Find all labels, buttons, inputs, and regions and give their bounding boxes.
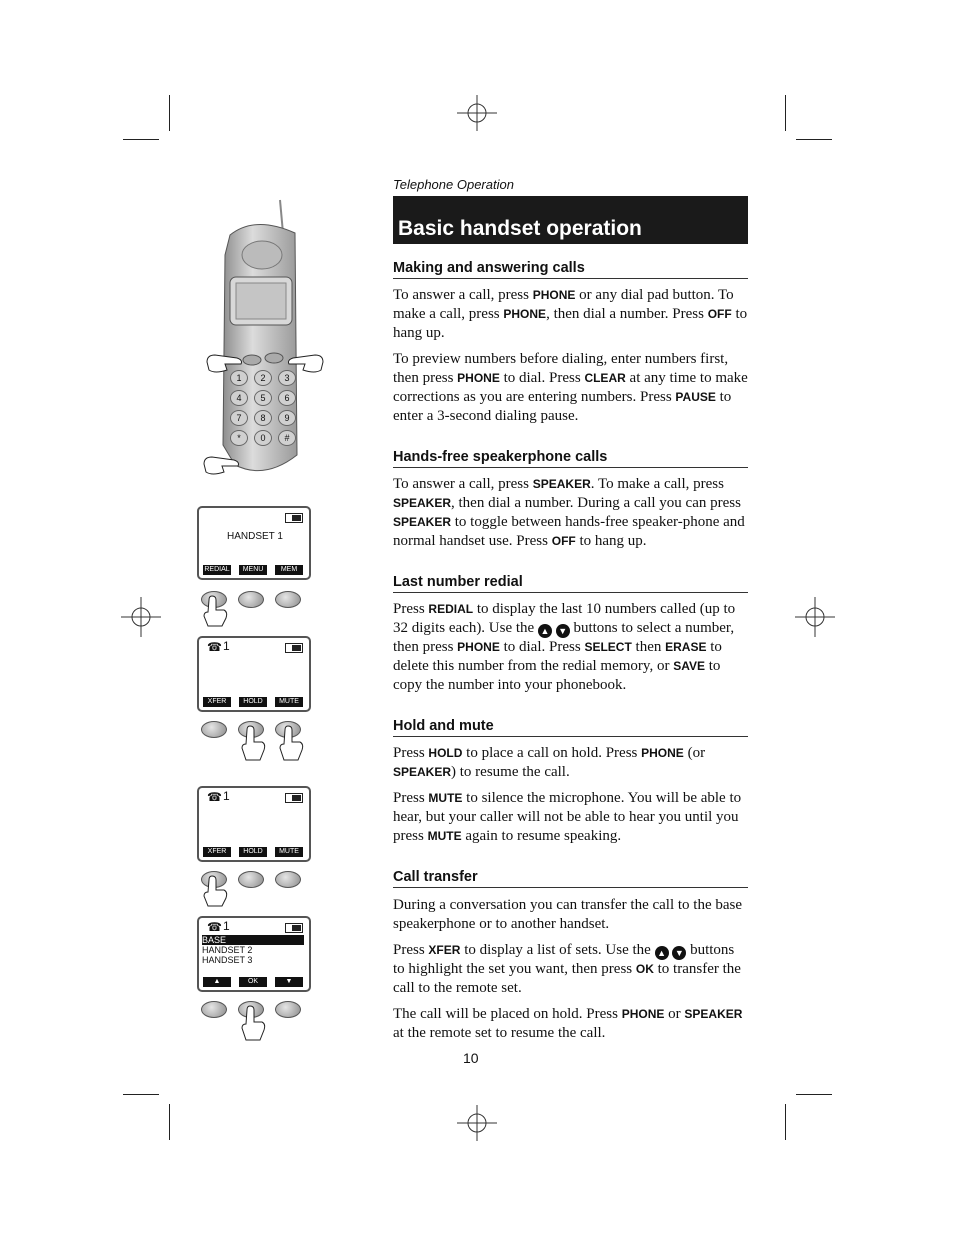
- registration-mark-icon: [457, 1103, 497, 1143]
- keypad-key[interactable]: 8: [254, 410, 272, 426]
- text-run: buttons to select a number, then press: [393, 620, 735, 655]
- display-screen-idle: [197, 506, 311, 580]
- transfer-list-item-selected[interactable]: BASE: [202, 935, 304, 945]
- heading-redial: Last number redial: [393, 574, 748, 593]
- up-arrow-icon: ▲: [538, 624, 552, 638]
- keypad-grid: [230, 370, 300, 446]
- text-run: again to resume speaking.: [461, 828, 622, 844]
- up-arrow-icon: ▲: [655, 946, 669, 960]
- registration-mark-icon: [121, 597, 161, 637]
- keypad-key[interactable]: 4: [230, 390, 248, 406]
- key-name: SPEAKER: [393, 765, 452, 779]
- paragraph: [393, 789, 749, 846]
- text-run: The call will be placed on hold. Press: [393, 1006, 622, 1022]
- softkey-label: MUTE: [275, 847, 303, 857]
- key-name: PHONE: [621, 1007, 665, 1021]
- keypad-key[interactable]: 0: [254, 430, 272, 446]
- paragraph: [393, 896, 749, 934]
- keypad-key[interactable]: 9: [278, 410, 296, 426]
- section-label: Telephone Operation: [393, 177, 514, 192]
- key-name: REDIAL: [428, 602, 474, 616]
- crop-mark: [785, 1104, 786, 1140]
- paragraph: [393, 286, 749, 343]
- key-name: PHONE: [641, 746, 684, 760]
- line-number: 1: [223, 639, 230, 653]
- hand-pointer-icon: [238, 1004, 268, 1042]
- text-run: Press: [393, 790, 429, 806]
- text-run: to delete this number from the redial memory, or: [393, 639, 722, 674]
- key-name: SELECT: [584, 640, 632, 654]
- hand-pointer-icon: [200, 874, 230, 908]
- crop-mark: [796, 1094, 832, 1095]
- paragraph: [393, 475, 749, 551]
- text-run: to dial. Press: [499, 370, 585, 386]
- hand-pointer-icon: [205, 350, 245, 376]
- display-screen-transfer: [197, 916, 311, 992]
- phone-icon: ☎: [207, 640, 222, 654]
- keypad-key[interactable]: #: [278, 430, 296, 446]
- key-name: SPEAKER: [532, 477, 591, 491]
- transfer-list-item[interactable]: HANDSET 3: [202, 955, 253, 965]
- crop-mark: [785, 95, 786, 131]
- text-run: to display the last 10 numbers called (up to 32 digits each). Use the: [393, 601, 736, 636]
- text-run: Press: [393, 601, 429, 617]
- text-run: To answer a call, press: [393, 287, 533, 303]
- registration-mark-icon: [795, 597, 835, 637]
- crop-mark: [169, 1104, 170, 1140]
- key-name: OFF: [707, 307, 732, 321]
- key-name: XFER: [428, 943, 461, 957]
- softkey-label: MUTE: [275, 697, 303, 707]
- key-name: SPEAKER: [684, 1007, 743, 1021]
- key-name: MUTE: [428, 791, 463, 805]
- softkey-button[interactable]: [275, 871, 301, 888]
- key-name: OK: [635, 962, 654, 976]
- text-run: at the remote set to resume the call.: [393, 1025, 606, 1041]
- hand-pointer-icon: [200, 594, 230, 628]
- softkey-button[interactable]: [238, 871, 264, 888]
- battery-icon: [285, 643, 303, 653]
- crop-mark: [796, 139, 832, 140]
- text-run: to place a call on hold. Press: [462, 745, 642, 761]
- registration-mark-icon: [457, 93, 497, 133]
- key-name: PAUSE: [675, 390, 716, 404]
- line-number: 1: [223, 789, 230, 803]
- softkey-button[interactable]: [275, 1001, 301, 1018]
- paragraph: [393, 744, 749, 782]
- softkey-label: ▼: [275, 977, 303, 987]
- text-run: . To make a call, press: [590, 476, 724, 492]
- display-screen-call: [197, 636, 311, 712]
- keypad-key[interactable]: 2: [254, 370, 272, 386]
- key-name: PHONE: [457, 371, 500, 385]
- text-run: to transfer the call to the remote set.: [393, 961, 741, 996]
- text-run: or any dial pad button. To make a call, press: [393, 287, 734, 322]
- softkey-label: HOLD: [239, 697, 267, 707]
- text-run: , then dial a number. During a call you can press: [451, 495, 741, 511]
- softkey-label: HOLD: [239, 847, 267, 857]
- text-run: Press: [393, 942, 429, 958]
- key-name: PHONE: [503, 307, 547, 321]
- text-run: to toggle between hands-free speaker-phone and normal handset use. Press: [393, 514, 745, 549]
- paragraph: [393, 941, 749, 998]
- key-name: ERASE: [665, 640, 707, 654]
- heading-hold-mute: Hold and mute: [393, 718, 748, 737]
- text-run: to copy the number into your phonebook.: [393, 658, 721, 693]
- text-run: (or: [683, 745, 706, 761]
- page-number: 10: [463, 1050, 479, 1066]
- battery-icon: [285, 513, 303, 523]
- text-run: to hang up.: [575, 533, 647, 549]
- text-run: or: [664, 1006, 685, 1022]
- softkey-button[interactable]: [275, 591, 301, 608]
- keypad-key[interactable]: 1: [230, 370, 248, 386]
- phone-icon: ☎: [207, 790, 222, 804]
- down-arrow-icon: ▼: [556, 624, 570, 638]
- softkey-button[interactable]: [201, 1001, 227, 1018]
- keypad-key[interactable]: 3: [278, 370, 296, 386]
- display-screen-call: [197, 786, 311, 862]
- text-run: to dial. Press: [499, 639, 585, 655]
- softkey-label: ▲: [203, 977, 231, 987]
- key-name: PHONE: [457, 640, 500, 654]
- key-name: OFF: [551, 534, 576, 548]
- softkey-label: XFER: [203, 847, 231, 857]
- keypad-key[interactable]: *: [230, 430, 248, 446]
- text-run: buttons to highlight the set you want, then press: [393, 942, 735, 977]
- text-run: to display a list of sets. Use the: [460, 942, 655, 958]
- paragraph: [393, 350, 749, 426]
- hand-pointer-icon: [276, 724, 306, 762]
- heading-making-calls: Making and answering calls: [393, 260, 748, 279]
- text-run: Press: [393, 745, 429, 761]
- screen-text: HANDSET 1: [227, 531, 283, 542]
- keypad-key[interactable]: 6: [278, 390, 296, 406]
- key-name: HOLD: [428, 746, 463, 760]
- text-run: to enter a 3-second dialing pause.: [393, 389, 732, 424]
- text-run: To answer a call, press: [393, 476, 533, 492]
- text-run: to hang up.: [393, 306, 748, 341]
- keypad-key[interactable]: 5: [254, 390, 272, 406]
- battery-icon: [285, 793, 303, 803]
- text-run: to silence the microphone. You will be able to hear, but your caller will not be able to hear you until you press: [393, 790, 742, 844]
- text-run: then: [631, 639, 666, 655]
- hand-pointer-icon: [238, 724, 268, 762]
- hand-pointer-icon: [202, 452, 242, 478]
- keypad: [230, 370, 300, 446]
- softkey-label: REDIAL: [204, 566, 230, 573]
- softkey-button[interactable]: [238, 591, 264, 608]
- text-run: , then dial a number. Press: [546, 306, 708, 322]
- softkey-label: MEM: [275, 565, 303, 575]
- paragraph: [393, 600, 749, 695]
- text-run: ) to resume the call.: [451, 764, 570, 780]
- key-name: CLEAR: [584, 371, 626, 385]
- phone-icon: ☎: [207, 920, 222, 934]
- key-name: MUTE: [427, 829, 462, 843]
- text-run: To preview numbers before dialing, enter numbers first, then press: [393, 351, 729, 386]
- text-run: During a conversation you can transfer the call to the base speakerphone or to another handset.: [393, 897, 743, 932]
- softkey-label: OK: [239, 977, 267, 987]
- softkey-button[interactable]: [201, 721, 227, 738]
- title-bar: [393, 196, 748, 244]
- down-arrow-icon: ▼: [672, 946, 686, 960]
- key-name: PHONE: [532, 288, 576, 302]
- hand-pointer-icon: [285, 350, 325, 376]
- keypad-key[interactable]: 7: [230, 410, 248, 426]
- softkey-label: XFER: [203, 697, 231, 707]
- page-title: Basic handset operation: [398, 217, 642, 240]
- heading-handsfree: Hands-free speakerphone calls: [393, 449, 748, 468]
- softkey-label: MENU: [239, 565, 267, 575]
- line-number: 1: [223, 919, 230, 933]
- heading-call-transfer: Call transfer: [393, 869, 748, 888]
- crop-mark: [123, 139, 159, 140]
- paragraph: [393, 1005, 749, 1043]
- crop-mark: [169, 95, 170, 131]
- battery-icon: [285, 923, 303, 933]
- key-name: SAVE: [673, 659, 705, 673]
- key-name: SPEAKER: [393, 496, 452, 510]
- key-name: SPEAKER: [393, 515, 452, 529]
- crop-mark: [123, 1094, 159, 1095]
- text-run: at any time to make corrections as you are entering numbers. Press: [393, 370, 748, 405]
- transfer-list-item[interactable]: HANDSET 2: [202, 945, 253, 955]
